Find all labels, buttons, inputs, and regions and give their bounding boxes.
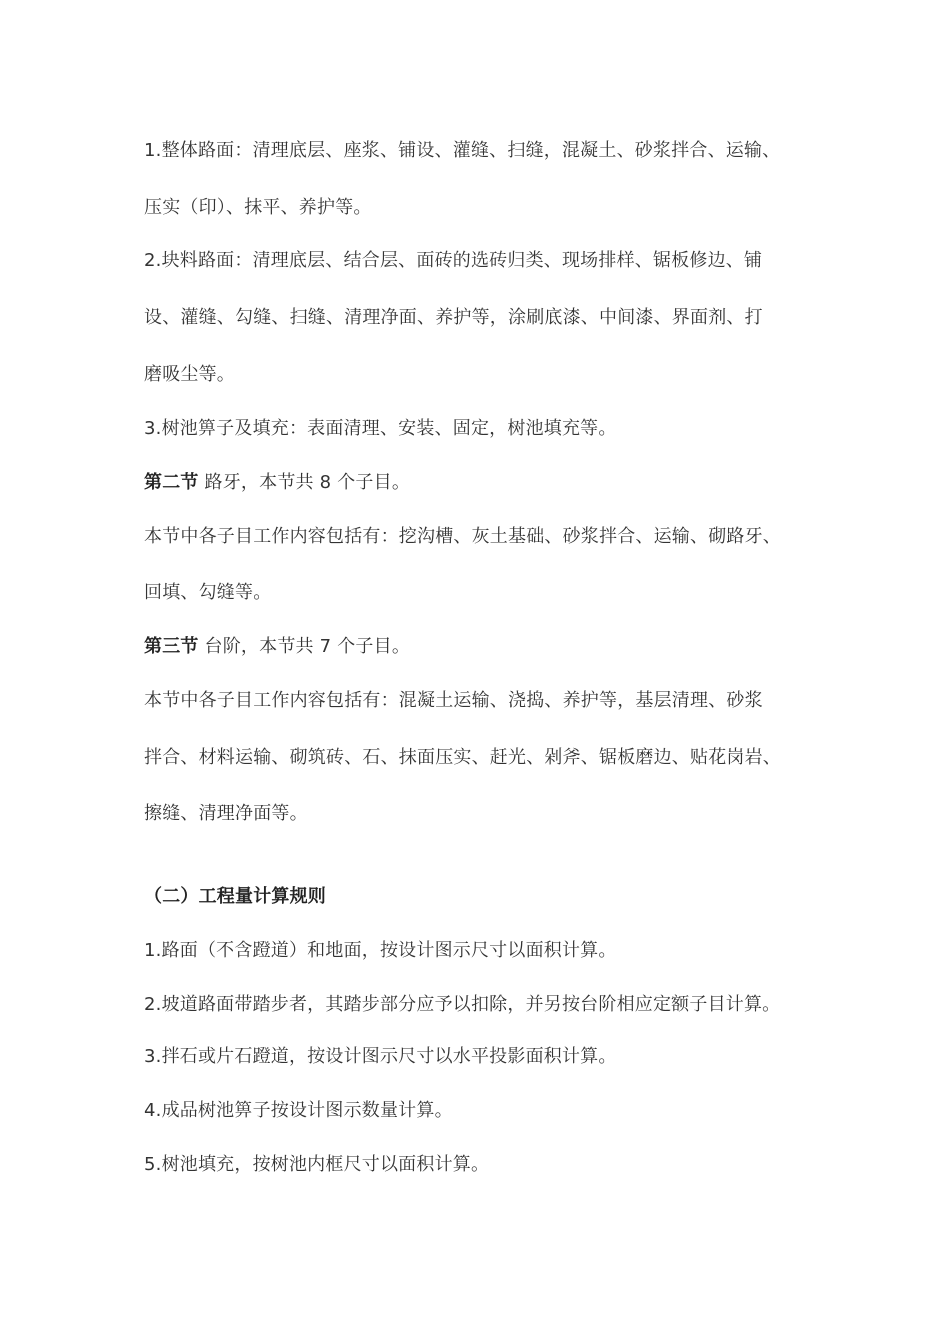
section-2-title xyxy=(144,471,824,495)
rule-2: 2.坡道路面带踏步者，其踏步部分应予以扣除，并另按台阶相应定额子目计算。 xyxy=(144,994,781,1015)
paragraph-line-6: 3.树池箅子及填充：表面清理、安装、固定，树池填充等。 xyxy=(144,418,617,439)
paragraph-line-5: 磨吸尘等。 xyxy=(144,364,235,385)
section-2-heading: 第二节 xyxy=(144,472,199,493)
section-3-line-2: 拌合、材料运输、砌筑砖、石、抹面压实、赶光、剁斧、锯板磨边、贴花岗岩、 xyxy=(144,747,781,768)
section-3-line-3: 擦缝、清理净面等。 xyxy=(144,803,308,824)
paragraph-line-4: 设、灌缝、勾缝、扫缝、清理净面、养护等，涂刷底漆、中间漆、界面剂、打 xyxy=(144,307,763,328)
section-3-line-1: 本节中各子目工作内容包括有：混凝土运输、浇捣、养护等，基层清理、砂浆 xyxy=(144,690,763,711)
section-2-description: 路牙，本节共 8 个子目。 xyxy=(198,472,411,493)
paragraph-line-1: 1.整体路面：清理底层、座浆、铺设、灌缝、扫缝，混凝土、砂浆拌合、运输、 xyxy=(144,140,781,161)
rule-5: 5.树池填充，按树池内框尺寸以面积计算。 xyxy=(144,1154,490,1175)
section-3-heading: 第三节 xyxy=(144,636,199,657)
rule-1: 1.路面（不含蹬道）和地面，按设计图示尺寸以面积计算。 xyxy=(144,940,617,961)
section-2-line-2: 回填、勾缝等。 xyxy=(144,582,272,603)
rule-3: 3.拌石或片石蹬道，按设计图示尺寸以水平投影面积计算。 xyxy=(144,1046,617,1067)
section-3-title xyxy=(144,635,824,659)
rules-heading: （二）工程量计算规则 xyxy=(144,886,326,907)
section-2-line-1: 本节中各子目工作内容包括有：挖沟槽、灰土基础、砂浆拌合、运输、砌路牙、 xyxy=(144,526,781,547)
rule-4: 4.成品树池箅子按设计图示数量计算。 xyxy=(144,1100,453,1121)
paragraph-line-3: 2.块料路面：清理底层、结合层、面砖的选砖归类、现场排样、锯板修边、铺 xyxy=(144,250,763,271)
paragraph-line-2: 压实（印）、抹平、养护等。 xyxy=(144,197,372,218)
section-3-description: 台阶，本节共 7 个子目。 xyxy=(198,636,411,657)
